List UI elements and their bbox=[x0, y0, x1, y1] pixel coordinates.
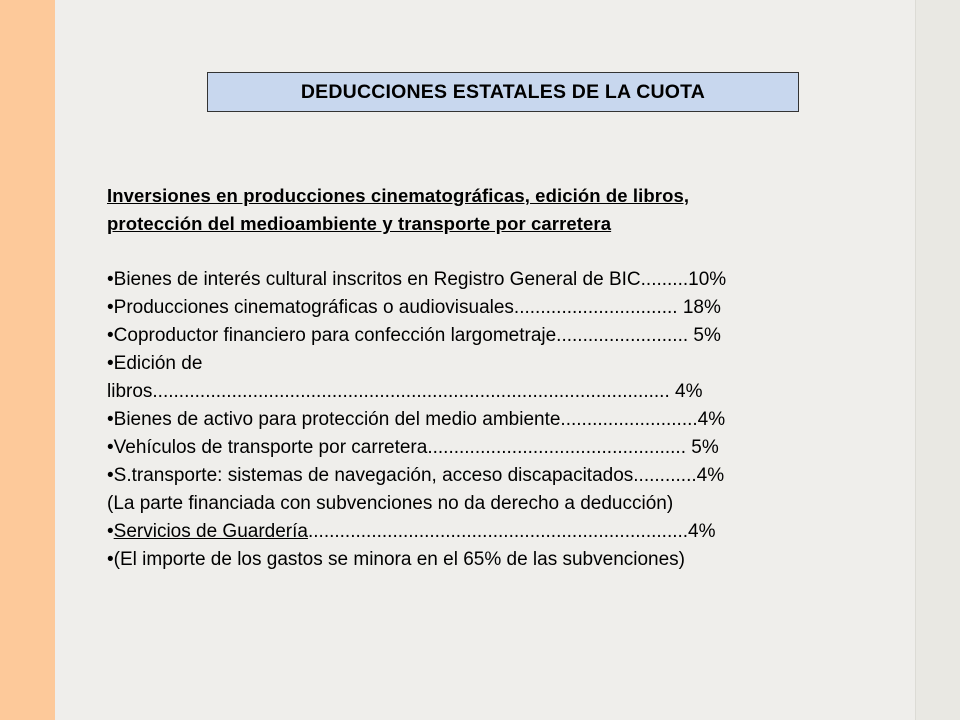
right-divider bbox=[915, 0, 916, 720]
list-item: •(El importe de los gastos se minora en el 65% de las subvenciones) bbox=[107, 549, 686, 570]
list-item: •S.transporte: sistemas de navegación, acceso discapacitados............4% bbox=[107, 465, 725, 486]
section-heading-line-2: protección del medioambiente y transporte por carretera bbox=[107, 213, 612, 234]
list-item: •Vehículos de transporte por carretera................................................. 5% bbox=[107, 437, 719, 458]
list-item: •Producciones cinematográficas o audiovisuales............................... 18% bbox=[107, 297, 721, 318]
list-item: •Coproductor financiero para confección largometraje......................... 5% bbox=[107, 325, 721, 346]
guarderia-rate: ........................................................................4% bbox=[307, 521, 716, 542]
list-item: •Bienes de activo para protección del medio ambiente..........................4% bbox=[107, 409, 726, 430]
section-heading-line-1: Inversiones en producciones cinematográficas, edición de libros, bbox=[107, 185, 690, 206]
guarderia-label: Servicios de Guardería bbox=[113, 521, 308, 542]
bullet: • bbox=[107, 521, 114, 542]
content-body bbox=[107, 182, 897, 574]
section-heading bbox=[107, 182, 897, 238]
left-decorative-band bbox=[0, 0, 55, 720]
page-title: DEDUCCIONES ESTATALES DE LA CUOTA bbox=[207, 72, 799, 112]
list-item: libros.................................................................................................. 4% bbox=[107, 381, 703, 402]
list-item-guarderia bbox=[107, 518, 897, 546]
right-decorative-band bbox=[915, 0, 960, 720]
list-item: •Bienes de interés cultural inscritos en Registro General de BIC.........10% bbox=[107, 269, 727, 290]
list-item: •Edición de bbox=[107, 353, 203, 374]
list-item-note: (La parte financiada con subvenciones no da derecho a deducción) bbox=[107, 493, 674, 514]
